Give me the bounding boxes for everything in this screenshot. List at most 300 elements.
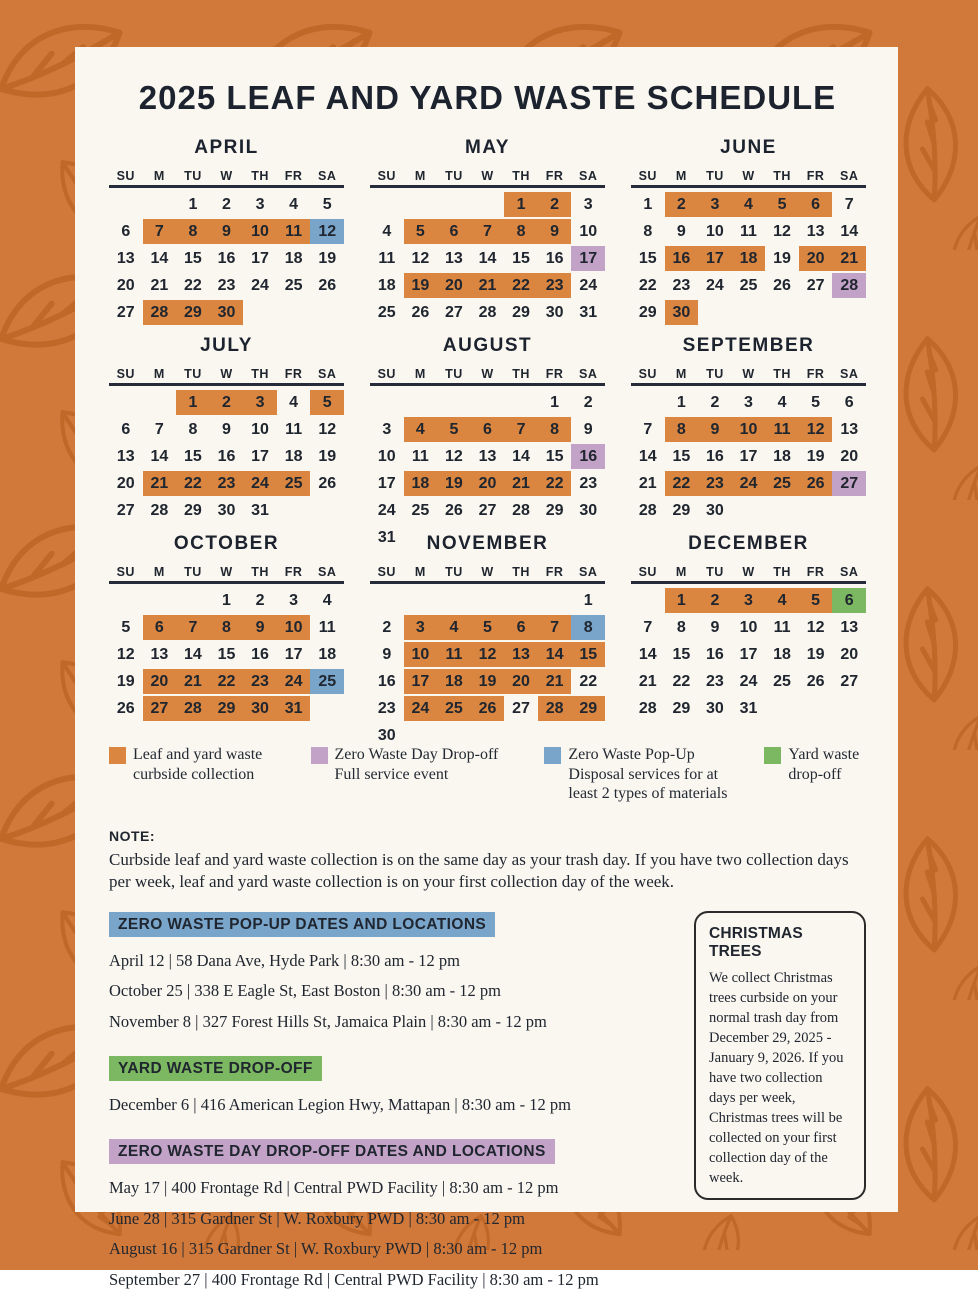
weekday-header: FR [284,564,303,579]
day-cell-orange: 20 [504,669,538,694]
week-row [109,192,344,217]
day-cell: 29 [184,501,202,519]
day-cell [310,498,344,523]
weekday-header: W [481,366,494,381]
day-cell: 9 [583,420,593,438]
day-cell-blue: 25 [310,669,344,694]
day-cell-orange: 4 [404,417,438,442]
day-cell: 28 [638,501,657,519]
day-cell [109,192,143,217]
day-cell: 8 [676,618,686,636]
week-row [109,246,344,271]
week-row [109,219,344,244]
weekday-header: W [481,168,494,183]
weekday-header: FR [545,366,564,381]
week-row [109,588,344,613]
week-row [631,696,866,721]
day-cell: 15 [638,249,657,267]
weekday-header: TU [706,564,724,579]
week-row [631,273,866,298]
day-cell-orange: 10 [732,417,766,442]
day-cell: 15 [672,645,691,663]
day-cell: 18 [284,249,303,267]
weekday-header: TU [445,168,463,183]
day-cell-purple: 16 [571,444,605,469]
day-cell [504,390,538,415]
page-title: 2025 LEAF AND YARD WASTE SCHEDULE [138,79,837,116]
weekday-header-row [109,364,344,386]
day-cell: 24 [739,672,758,690]
week-row [109,669,344,694]
day-cell: 2 [382,618,392,636]
day-cell-purple: 17 [571,246,605,271]
month-title: AUGUST [442,335,533,356]
legend-item-orange [109,745,285,804]
day-cell: 25 [284,276,303,294]
calendar-april [109,137,344,327]
weekday-header: SA [840,168,859,183]
day-cell-orange: 5 [404,219,438,244]
day-cell: 19 [806,447,825,465]
weekday-header: M [153,564,165,579]
weekday-header-row [370,166,605,188]
day-cell-orange: 7 [504,417,538,442]
day-cell: 12 [773,222,791,240]
day-cell: 17 [284,645,303,663]
weekday-header: M [153,168,165,183]
day-cell: 23 [377,699,396,717]
day-cell: 14 [150,249,169,267]
day-cell [631,588,665,613]
day-cell-orange: 11 [437,642,471,667]
weekday-header: W [220,168,233,183]
week-row [631,444,866,469]
day-cell: 25 [411,501,430,519]
day-cell-orange: 22 [210,669,244,694]
day-cell-orange: 22 [665,471,699,496]
week-row [631,669,866,694]
day-cell: 20 [840,447,859,465]
day-cell: 14 [184,645,202,663]
day-cell: 13 [116,249,135,267]
day-cell: 26 [318,474,337,492]
day-cell: 21 [638,672,657,690]
day-cell-orange: 11 [765,417,799,442]
day-cell: 22 [579,672,598,690]
day-cell: 14 [150,447,169,465]
day-cell: 15 [672,447,691,465]
day-cell: 19 [806,645,825,663]
day-cell: 5 [121,618,131,636]
day-cell: 14 [478,249,497,267]
day-cell [277,498,311,523]
weekday-header-row [631,166,866,188]
day-cell-orange: 25 [437,696,471,721]
day-cell-orange: 21 [504,471,538,496]
day-cell: 3 [382,420,392,438]
day-cell: 23 [706,672,724,690]
week-row [109,615,344,640]
day-cell-orange: 24 [404,696,438,721]
day-cell: 6 [844,393,854,411]
day-cell-orange: 2 [538,192,572,217]
day-cell-orange: 4 [732,192,766,217]
week-row [109,390,344,415]
day-cell [765,300,799,325]
day-cell-orange: 1 [504,192,538,217]
day-cell [404,192,438,217]
day-cell: 25 [739,276,758,294]
day-cell: 28 [150,501,169,519]
weekday-header: SU [377,168,396,183]
week-row [370,588,605,613]
section-heading-purple: ZERO WASTE DAY DROP-OFF DATES AND LOCATIONS [109,1139,555,1164]
day-cell-orange: 11 [277,219,311,244]
calendar-september [631,335,866,525]
day-cell: 4 [322,591,332,609]
day-cell: 27 [840,672,859,690]
day-cell: 9 [676,222,686,240]
day-cell: 19 [318,447,337,465]
section-heading-blue: ZERO WASTE POP-UP DATES AND LOCATIONS [109,912,495,937]
weekday-header: TU [184,168,202,183]
week-row [370,669,605,694]
day-cell: 26 [411,303,430,321]
weekday-header: SU [116,168,135,183]
day-cell-orange: 3 [404,615,438,640]
day-cell [370,588,404,613]
weekday-header: SA [318,366,337,381]
weekday-header: W [481,564,494,579]
day-cell: 14 [638,447,657,465]
day-cell [370,192,404,217]
day-cell-orange: 30 [210,300,244,325]
day-cell: 18 [377,276,396,294]
day-cell [109,588,143,613]
day-cell [799,498,833,523]
christmas-trees-title: CHRISTMAS TREES [709,924,803,960]
event-row: October 25 | 338 E Eagle St, East Boston | 8:30 am - 12 pm [109,981,502,1001]
week-row [370,390,605,415]
day-cell: 15 [545,447,564,465]
day-cell: 14 [512,447,530,465]
week-row [370,696,605,721]
day-cell: 16 [706,447,724,465]
day-cell-orange: 29 [571,696,605,721]
event-row: August 16 | 315 Gardner St | W. Roxbury PWD | 8:30 am - 12 pm [109,1239,543,1259]
day-cell-orange: 2 [210,390,244,415]
weekday-header: TH [773,168,791,183]
month-title: DECEMBER [688,533,809,554]
day-cell-orange: 10 [404,642,438,667]
day-cell: 9 [382,645,392,663]
day-cell: 17 [251,249,269,267]
day-cell-orange: 21 [832,246,866,271]
day-cell-orange: 22 [176,471,210,496]
day-cell-orange: 19 [404,273,438,298]
day-cell: 30 [217,501,236,519]
day-cell-orange: 2 [698,588,732,613]
weekday-header: W [742,168,755,183]
day-cell-orange: 3 [243,390,277,415]
day-cell: 7 [844,195,854,213]
week-row [109,471,344,496]
day-cell: 22 [638,276,657,294]
day-cell: 17 [739,447,758,465]
weekday-header: M [675,564,687,579]
day-cell [437,390,471,415]
day-cell: 8 [188,420,198,438]
day-cell: 26 [318,276,337,294]
day-cell: 1 [550,393,560,411]
day-cell-orange: 8 [504,219,538,244]
day-cell-orange: 20 [471,471,505,496]
day-cell [176,588,210,613]
weekday-header: TH [251,366,269,381]
day-cell: 12 [318,420,337,438]
day-cell-orange: 6 [143,615,177,640]
day-cell: 31 [739,699,758,717]
day-cell: 16 [251,645,269,663]
day-cell-orange: 9 [210,219,244,244]
day-cell: 13 [840,618,859,636]
day-cell: 31 [251,501,269,519]
day-cell: 17 [251,447,269,465]
day-cell-orange: 30 [665,300,699,325]
legend [109,745,866,804]
weekday-header: TU [445,366,463,381]
day-cell: 7 [643,420,653,438]
day-cell-orange: 8 [665,417,699,442]
day-cell-orange: 6 [504,615,538,640]
day-cell: 18 [318,645,337,663]
day-cell: 21 [638,474,657,492]
day-cell: 30 [579,501,598,519]
weekday-header: SA [840,564,859,579]
day-cell: 29 [672,501,691,519]
week-row [370,417,605,442]
day-cell [310,696,344,721]
day-cell: 12 [411,249,430,267]
day-cell: 27 [512,699,530,717]
day-cell-orange: 7 [471,219,505,244]
month-title: OCTOBER [173,533,280,554]
day-cell: 17 [739,645,758,663]
day-cell-orange: 21 [143,471,177,496]
day-cell: 11 [285,420,303,438]
day-cell: 30 [545,303,564,321]
weekday-header: TH [512,168,530,183]
day-cell [832,300,866,325]
weekday-header: TH [251,168,269,183]
weekday-header: SA [318,168,337,183]
weekday-header: SU [116,366,135,381]
day-cell: 28 [478,303,497,321]
event-row: November 8 | 327 Forest Hills St, Jamaica Plain | 8:30 am - 12 pm [109,1011,547,1031]
day-cell: 13 [806,222,825,240]
day-cell-orange: 27 [143,696,177,721]
day-cell: 20 [840,645,859,663]
weekday-header: SU [638,564,657,579]
day-cell-orange: 12 [799,417,833,442]
day-cell: 25 [377,303,396,321]
day-cell-blue: 8 [571,615,605,640]
day-cell: 13 [840,420,859,438]
day-cell: 16 [217,249,236,267]
day-cell: 15 [184,447,202,465]
day-cell: 1 [583,591,593,609]
legend-label: Yard waste drop-off [788,746,860,783]
weekday-header: SA [579,366,598,381]
day-cell-orange: 4 [437,615,471,640]
day-cell: 23 [579,474,598,492]
weekday-header: SU [638,366,657,381]
day-cell: 8 [643,222,653,240]
day-cell: 7 [643,618,653,636]
day-cell: 4 [289,195,299,213]
weekday-header: M [675,366,687,381]
week-row [109,696,344,721]
note-section [109,828,866,893]
day-cell-purple: 27 [832,471,866,496]
weekday-header: W [742,366,755,381]
day-cell: 31 [377,528,396,546]
day-cell-orange: 7 [143,219,177,244]
day-cell-orange: 15 [571,642,605,667]
day-cell-orange: 26 [799,471,833,496]
day-cell: 27 [116,303,135,321]
week-row [370,246,605,271]
week-row [631,300,866,325]
week-row [631,246,866,271]
note-text: Curbside leaf and yard waste collection is on the same day as your trash day. If you have two collection days per week, leaf and yard waste collection is on your first collection day of the week. [109,849,849,891]
day-cell-orange: 18 [732,246,766,271]
weekday-header: SA [579,564,598,579]
day-cell-blue: 12 [310,219,344,244]
weekday-header: FR [545,168,564,183]
weekday-header: SU [377,366,396,381]
day-cell: 14 [840,222,859,240]
week-row [109,417,344,442]
day-cell-orange: 30 [243,696,277,721]
weekday-header: FR [284,366,303,381]
day-cell [143,390,177,415]
purple-swatch [311,747,328,764]
day-cell: 3 [255,195,265,213]
day-cell-orange: 9 [698,417,732,442]
week-row [370,615,605,640]
weekday-header: FR [806,564,825,579]
day-cell-orange: 20 [143,669,177,694]
day-cell: 2 [255,591,265,609]
day-cell-orange: 21 [176,669,210,694]
day-cell: 16 [217,447,236,465]
weekday-header: M [414,564,426,579]
day-cell [799,300,833,325]
day-cell: 10 [251,420,269,438]
day-cell [765,696,799,721]
week-row [631,192,866,217]
day-cell: 26 [773,276,791,294]
week-row [631,498,866,523]
week-row [109,273,344,298]
weekday-header-row [631,364,866,386]
day-cell: 13 [150,645,169,663]
day-cell-orange: 8 [538,417,572,442]
month-title: APRIL [194,137,259,158]
week-row [109,498,344,523]
day-cell: 11 [378,249,396,267]
day-cell [799,696,833,721]
day-cell: 2 [222,195,231,213]
day-cell [310,300,344,325]
day-cell-orange: 1 [665,588,699,613]
day-cell: 4 [382,222,392,240]
blue-swatch [544,747,561,764]
week-row [631,471,866,496]
week-row [109,300,344,325]
weekday-header: FR [545,564,564,579]
week-row [370,498,605,523]
month-title: NOVEMBER [426,533,549,554]
day-cell: 19 [318,249,337,267]
week-row [631,390,866,415]
day-cell: 22 [184,276,202,294]
month-title: SEPTEMBER [682,335,815,356]
day-cell: 13 [116,447,135,465]
day-cell [109,390,143,415]
weekday-header: FR [284,168,303,183]
day-cell: 30 [706,699,724,717]
day-cell: 27 [116,501,135,519]
week-row [631,588,866,613]
weekday-header: SU [377,564,396,579]
day-cell: 26 [116,699,135,717]
day-cell-orange: 3 [732,588,766,613]
day-cell [143,588,177,613]
week-row [370,471,605,496]
day-cell [143,192,177,217]
day-cell-orange: 3 [698,192,732,217]
day-cell: 9 [222,420,231,438]
day-cell [732,300,766,325]
day-cell-orange: 28 [538,696,572,721]
week-row [370,219,605,244]
day-cell-orange: 17 [404,669,438,694]
day-cell-orange: 6 [471,417,505,442]
day-cell-orange: 28 [143,300,177,325]
day-cell: 12 [116,645,135,663]
day-cell-orange: 1 [176,390,210,415]
day-cell-orange: 22 [504,273,538,298]
legend-item-purple [311,745,519,804]
day-cell-orange: 25 [765,471,799,496]
day-cell [404,588,438,613]
weekday-header: SU [116,564,135,579]
day-cell-orange: 23 [210,471,244,496]
week-row [631,417,866,442]
weekday-header: SU [638,168,657,183]
calendar-november [370,533,605,750]
day-cell: 30 [377,726,396,744]
day-cell-orange: 2 [665,192,699,217]
day-cell: 5 [811,393,821,411]
day-cell: 27 [445,303,463,321]
day-cell: 6 [121,420,131,438]
calendar-october [109,533,344,723]
day-cell-orange: 5 [765,192,799,217]
day-cell: 27 [806,276,825,294]
